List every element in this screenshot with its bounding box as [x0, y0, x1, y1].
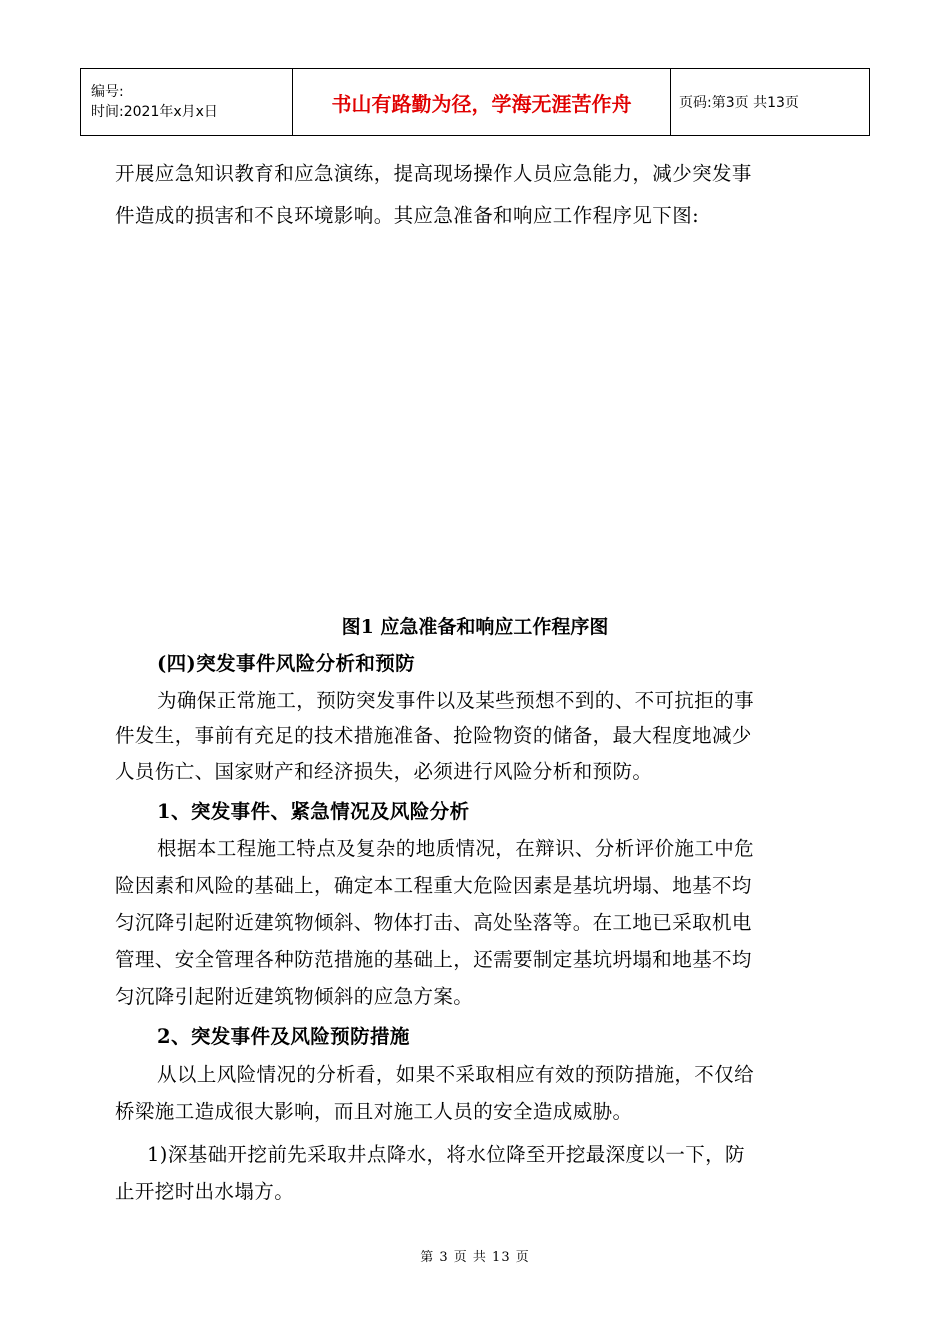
paragraph-line: 件发生，事前有充足的技术措施准备、抢险物资的储备，最大程度地减少	[115, 724, 752, 747]
document-body	[115, 0, 840, 1344]
paragraph-line: 止开挖时出水塌方。	[115, 1180, 295, 1203]
paragraph-line: 1)深基础开挖前先采取井点降水，将水位降至开挖最深度以一下，防	[147, 1143, 745, 1166]
header-page-info: 页码:第3页 共13页	[671, 69, 870, 136]
paragraph-line: 从以上风险情况的分析看，如果不采取相应有效的预防措施，不仅给	[157, 1063, 755, 1086]
paragraph-line: 险因素和风险的基础上，确定本工程重大危险因素是基坑坍塌、地基不均	[115, 874, 752, 897]
paragraph-line: 根据本工程施工特点及复杂的地质情况，在辩识、分析评价施工中危	[157, 837, 755, 860]
figure-placeholder	[115, 236, 840, 596]
paragraph-line: 人员伤亡、国家财产和经济损失，必须进行风险分析和预防。	[115, 760, 653, 783]
figure-caption: 图1 应急准备和响应工作程序图	[341, 616, 609, 638]
paragraph-line: 开展应急知识教育和应急演练，提高现场操作人员应急能力，减少突发事	[115, 162, 752, 185]
paragraph-line: 为确保正常施工，预防突发事件以及某些预想不到的、不可抗拒的事	[157, 689, 755, 712]
header-motto: 书山有路勤为径，学海无涯苦作舟	[293, 69, 671, 136]
paragraph-line: 匀沉降引起附近建筑物倾斜、物体打击、高处坠落等。在工地已采取机电	[115, 911, 752, 934]
paragraph-line: 匀沉降引起附近建筑物倾斜的应急方案。	[115, 985, 474, 1008]
paragraph-line: 桥梁施工造成很大影响，而且对施工人员的安全造成威胁。	[115, 1100, 633, 1123]
paragraph-line: 件造成的损害和不良环境影响。其应急准备和响应工作程序见下图:	[115, 204, 700, 227]
section-title: (四)突发事件风险分析和预防	[157, 652, 416, 675]
number-label: 编号:	[91, 84, 124, 100]
subsection-title: 1、突发事件、紧急情况及风险分析	[157, 800, 470, 823]
paragraph-line: 管理、安全管理各种防范措施的基础上，还需要制定基坑坍塌和地基不均	[115, 948, 752, 971]
page-footer: 第 3 页 共 13 页	[420, 1250, 530, 1265]
subsection-title: 2、突发事件及风险预防措施	[157, 1025, 410, 1048]
time-label: 时间:2021年x月x日	[91, 104, 218, 120]
